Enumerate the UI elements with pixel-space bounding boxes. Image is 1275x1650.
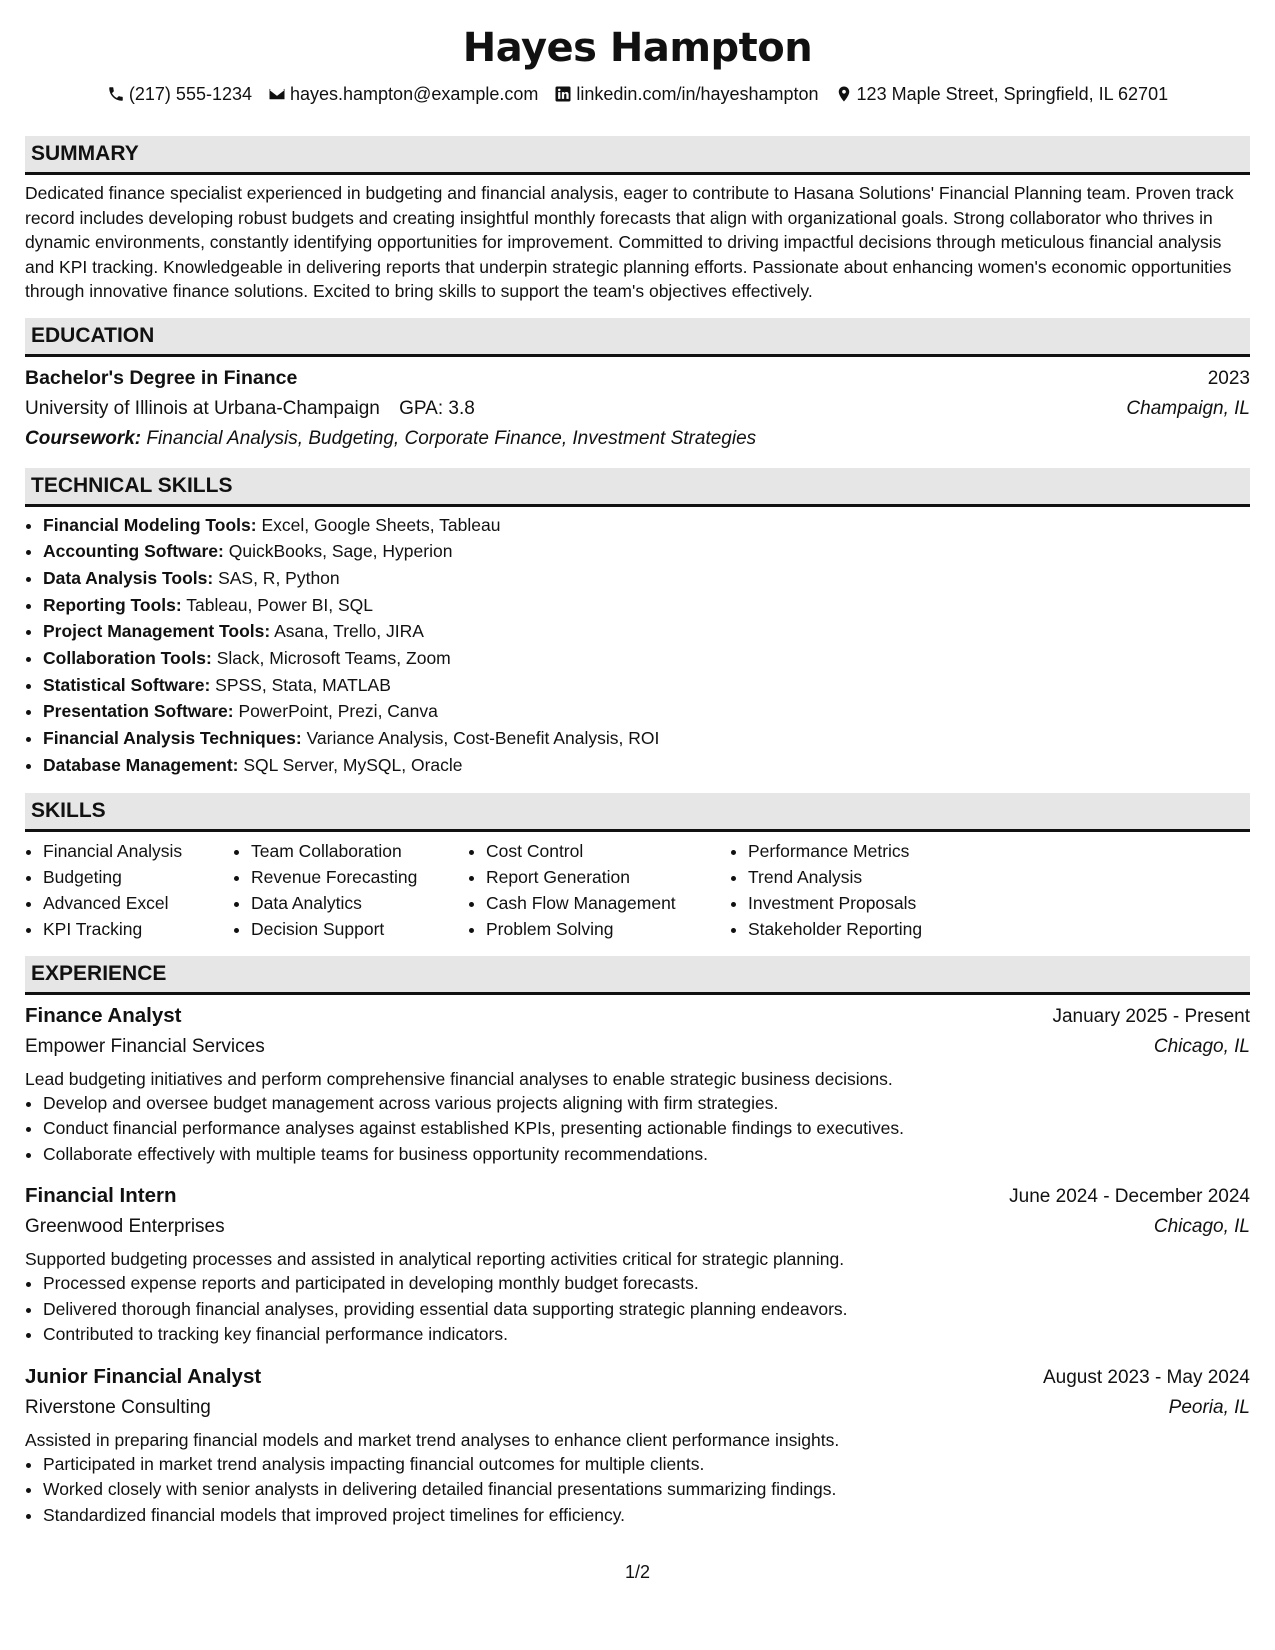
list-item <box>43 565 1250 592</box>
skills-grid <box>25 838 1250 942</box>
skill-label: Statistical Software: <box>43 674 211 695</box>
job-title: Junior Financial Analyst <box>25 1364 262 1388</box>
skill-label: Financial Modeling Tools: <box>43 514 257 535</box>
job-bullets <box>25 1452 1250 1529</box>
experience-heading: EXPERIENCE <box>25 956 1250 995</box>
coursework-list: Financial Analysis, Budgeting, Corporate Finance, Investment Strategies <box>146 427 757 449</box>
list-item: • Problem Solving <box>486 916 730 942</box>
job-description: Supported budgeting processes and assisted in analytical reporting activities critical for strategic planning. <box>25 1249 845 1270</box>
list-item: • Budgeting <box>43 864 233 890</box>
degree-title: Bachelor's Degree in Finance <box>25 366 298 389</box>
job-bullets <box>25 1091 1250 1168</box>
envelope-icon <box>268 85 286 103</box>
skill-value: Excel, Google Sheets, Tableau <box>261 514 501 535</box>
list-item: • Contributed to tracking key financial performance indicators. <box>43 1322 1250 1348</box>
skill-label: Reporting Tools: <box>43 594 182 615</box>
job-dates: January 2025 - Present <box>1052 1005 1250 1027</box>
job-entry <box>25 1181 1250 1348</box>
phone-text: (217) 555-1234 <box>128 84 252 104</box>
page-number: 1/2 <box>624 1562 651 1582</box>
contact-email[interactable] <box>268 82 538 106</box>
skill-label: Accounting Software: <box>43 541 224 562</box>
company-name: Greenwood Enterprises <box>25 1216 225 1238</box>
list-item: • Team Collaboration <box>251 838 468 864</box>
job-bullets <box>25 1271 1250 1348</box>
skills-heading: SKILLS <box>25 793 1250 832</box>
list-item <box>43 672 1250 699</box>
job-entry <box>25 1362 1250 1529</box>
list-item: • Conduct financial performance analyses against established KPIs, presenting actionable findings to executives. <box>43 1116 1250 1142</box>
summary-text: Dedicated finance specialist experienced in budgeting and financial analysis, eager to contribute to Hasana Solutions' Financial Planning team. Proven track record includes developing robust budgets and creating insightful monthly forecasts that align with organizational goals. Strong collaborator who thrives in dynamic environments, constantly identifying opportunities for improvement. Committed to driving impactful decisions through meticulous financial analysis and KPI tracking. Knowledgeable in delivering reports that underpin strategic planning efforts. Passionate about enhancing women's economic opportunities through innovative finance solutions. Excited to bring skills to support the team's objectives effectively. <box>25 183 1234 301</box>
skill-value: QuickBooks, Sage, Hyperion <box>228 541 453 562</box>
list-item: • Financial Analysis <box>43 838 233 864</box>
list-item: • Collaborate effectively with multiple teams for business opportunity recommendations. <box>43 1142 1250 1168</box>
contact-bar <box>25 82 1250 106</box>
job-entry <box>25 1001 1250 1168</box>
list-item: • Worked closely with senior analysts in delivering detailed financial presentations summarizing findings. <box>43 1477 1250 1503</box>
skill-label: Collaboration Tools: <box>43 648 212 669</box>
skill-value: Slack, Microsoft Teams, Zoom <box>216 648 451 669</box>
school-location: Champaign, IL <box>1126 397 1250 419</box>
job-description: Assisted in preparing financial models and market trend analyses to enhance client performance insights. <box>25 1429 840 1450</box>
list-item: • Performance Metrics <box>748 838 1008 864</box>
coursework <box>25 424 1250 454</box>
company-name: Riverstone Consulting <box>25 1396 211 1418</box>
job-dates: June 2024 - December 2024 <box>1009 1186 1250 1208</box>
list-item: • Delivered thorough financial analyses, providing essential data supporting strategic planning endeavors. <box>43 1297 1250 1323</box>
list-item: • Investment Proposals <box>748 890 1008 916</box>
list-item: • Decision Support <box>251 916 468 942</box>
list-item: • Processed expense reports and participated in developing monthly budget forecasts. <box>43 1271 1250 1297</box>
job-description: Lead budgeting initiatives and perform comprehensive financial analyses to enable strategic business decisions. <box>25 1068 893 1089</box>
technical-skills-list <box>25 512 1250 779</box>
technical-skills-heading: TECHNICAL SKILLS <box>25 468 1250 507</box>
skill-label: Project Management Tools: <box>43 621 271 642</box>
job-title: Finance Analyst <box>25 1003 182 1027</box>
linkedin-icon <box>554 85 572 103</box>
skill-label: Database Management: <box>43 754 239 775</box>
skills-column <box>468 838 730 942</box>
list-item: • Advanced Excel <box>43 890 233 916</box>
skill-value: Asana, Trello, JIRA <box>274 621 424 642</box>
job-location: Chicago, IL <box>1153 1035 1250 1057</box>
list-item: • Stakeholder Reporting <box>748 916 1008 942</box>
job-dates: August 2023 - May 2024 <box>1042 1366 1250 1388</box>
list-item <box>43 538 1250 565</box>
map-pin-icon <box>835 85 853 103</box>
list-item: • Report Generation <box>486 864 730 890</box>
list-item: • Participated in market trend analysis impacting financial outcomes for multiple clients. <box>43 1452 1250 1478</box>
summary-heading: SUMMARY <box>25 136 1250 175</box>
education-heading: EDUCATION <box>25 318 1250 357</box>
skill-value: SAS, R, Python <box>218 567 340 588</box>
list-item: • KPI Tracking <box>43 916 233 942</box>
company-name: Empower Financial Services <box>25 1035 265 1057</box>
resume-page <box>25 22 1250 1528</box>
skills-column <box>730 838 1008 942</box>
graduation-year: 2023 <box>1207 367 1250 389</box>
skill-value: Variance Analysis, Cost-Benefit Analysis, ROI <box>306 728 660 749</box>
list-item: • Standardized financial models that improved project timelines for efficiency. <box>43 1503 1250 1529</box>
contact-linkedin[interactable] <box>554 82 818 106</box>
skills-column <box>25 838 233 942</box>
linkedin-link[interactable]: linkedin.com/in/hayeshampton <box>576 84 819 104</box>
coursework-label: Coursework: <box>25 427 142 449</box>
email-link[interactable]: hayes.hampton@example.com <box>290 84 539 104</box>
list-item <box>43 512 1250 539</box>
skills-column <box>233 838 468 942</box>
list-item <box>43 698 1250 725</box>
candidate-name: Hayes Hampton <box>462 25 813 71</box>
address-text: 123 Maple Street, Springfield, IL 62701 <box>856 84 1169 104</box>
contact-phone <box>107 82 252 106</box>
list-item: • Data Analytics <box>251 890 468 916</box>
list-item: • Cost Control <box>486 838 730 864</box>
list-item: • Develop and oversee budget management across various projects aligning with firm strategies. <box>43 1091 1250 1117</box>
list-item <box>43 752 1250 779</box>
skill-label: Financial Analysis Techniques: <box>43 728 302 749</box>
skill-value: SPSS, Stata, MATLAB <box>215 674 391 695</box>
education-entry <box>25 363 1250 454</box>
list-item <box>43 645 1250 672</box>
job-location: Chicago, IL <box>1153 1216 1250 1238</box>
skill-value: SQL Server, MySQL, Oracle <box>243 754 463 775</box>
skill-label: Presentation Software: <box>43 701 234 722</box>
school-name: University of Illinois at Urbana-Champaign <box>25 397 380 419</box>
skill-value: PowerPoint, Prezi, Canva <box>238 701 438 722</box>
contact-address <box>835 82 1169 106</box>
phone-icon <box>107 85 125 103</box>
job-title: Financial Intern <box>25 1184 177 1208</box>
skill-label: Data Analysis Tools: <box>43 567 214 588</box>
list-item: • Revenue Forecasting <box>251 864 468 890</box>
job-location: Peoria, IL <box>1168 1396 1250 1418</box>
list-item: • Cash Flow Management <box>486 890 730 916</box>
skill-value: Tableau, Power BI, SQL <box>186 594 374 615</box>
gpa: GPA: 3.8 <box>399 397 475 419</box>
list-item <box>43 618 1250 645</box>
list-item <box>43 725 1250 752</box>
list-item: • Trend Analysis <box>748 864 1008 890</box>
list-item <box>43 592 1250 619</box>
